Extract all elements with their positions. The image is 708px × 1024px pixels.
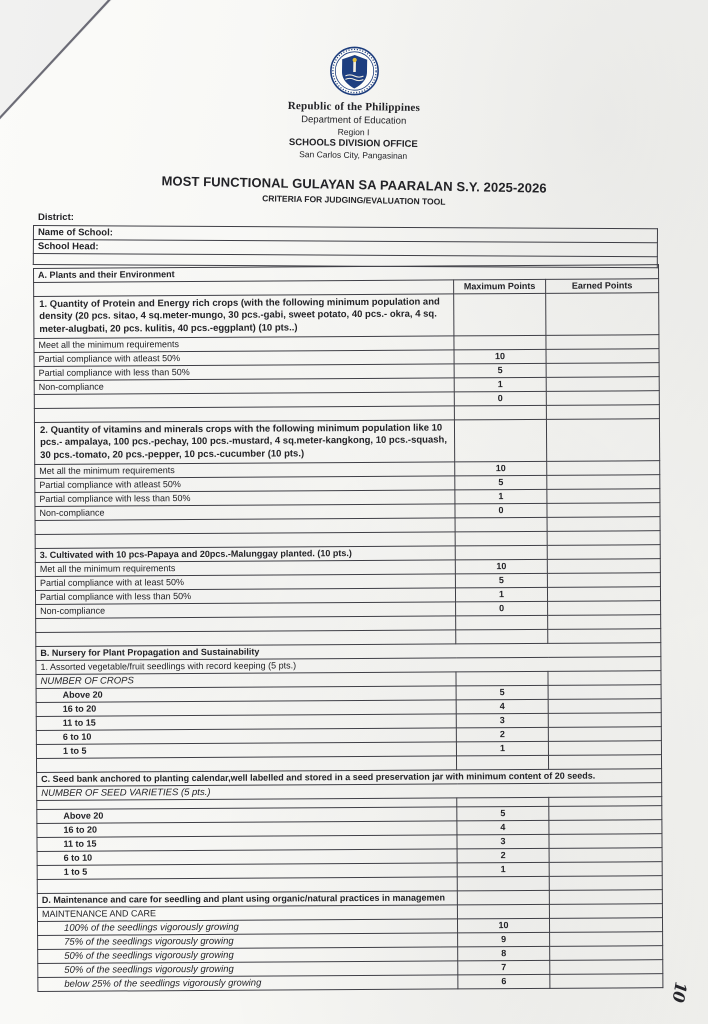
earned-points-cell (546, 363, 659, 378)
criteria-label-cell: B. Nursery for Plant Propagation and Sustainability (36, 643, 661, 661)
letterhead-republic: Republic of the Philippines (287, 99, 421, 115)
max-points-cell (454, 405, 546, 420)
document-title: MOST FUNCTIONAL GULAYAN SA PAARALAN S.Y. 2025-2026 (161, 173, 547, 196)
max-points-cell: 10 (457, 918, 549, 933)
max-points-cell: 6 (458, 974, 550, 989)
max-points-cell: 2 (457, 848, 549, 863)
earned-points-cell (548, 671, 661, 686)
school-info-table (33, 225, 658, 268)
criteria-label-cell: Partial compliance with at least 50% (35, 574, 455, 591)
letterhead-region: Region I (337, 126, 370, 138)
max-points-cell: 5 (457, 806, 549, 821)
criteria-label-cell: Partial compliance with less than 50% (34, 364, 454, 381)
criteria-label-cell: 1 to 5 (36, 742, 456, 759)
max-points-cell: 5 (455, 573, 547, 588)
criteria-label-cell: C. Seed bank anchored to planting calendar,well labelled and stored in a seed preservation jar with minimum content of 20 seeds. (37, 769, 662, 787)
earned-points-cell (550, 974, 663, 989)
earned-points-cell (548, 601, 661, 616)
criteria-label-cell: MAINTENANCE AND CARE (37, 905, 457, 922)
criteria-table (33, 264, 663, 992)
earned-points-cell (549, 848, 662, 863)
max-points-cell: 9 (458, 932, 550, 947)
criteria-label-cell: NUMBER OF SEED VARIETIES (5 pts.) (37, 783, 662, 801)
earned-points-cell (547, 587, 660, 602)
earned-points-cell (548, 713, 661, 728)
max-points-cell: 10 (455, 559, 547, 574)
criteria-label-cell: 1. Quantity of Protein and Energy rich crops (with the following minimum population and density (20 pcs. sitao, 4 sq.meter-mungo, 30 pcs.-gabi, sweet potato, 40 pcs.- okra, 4 sq. meter-alugbati, 20 pcs. kulitis, 40 pcs.-eggplant) (10 pts..) (34, 294, 454, 339)
earned-points-cell (548, 629, 661, 644)
earned-points-cell (546, 349, 659, 364)
earned-points-cell (550, 932, 663, 947)
max-points-cell: 3 (457, 834, 549, 849)
earned-points-cell (547, 475, 660, 490)
letterhead-city: San Carlos City, Pangasinan (299, 149, 408, 161)
earned-points-cell (548, 727, 661, 742)
criteria-label-cell: 16 to 20 (36, 700, 456, 717)
criteria-label-cell: Meet all the minimum requirements (34, 336, 454, 353)
criteria-label-cell: Met all the minimum requirements (35, 462, 455, 479)
max-points-cell: 0 (456, 601, 548, 616)
max-points-cell (455, 545, 547, 560)
criteria-label-cell: Met all the minimum requirements (35, 560, 455, 577)
earned-points-cell (547, 461, 660, 476)
criteria-label-cell: Partial compliance with atleast 50% (35, 476, 455, 493)
criteria-label-cell: NUMBER OF CROPS (36, 672, 456, 689)
earned-points-cell (548, 741, 661, 756)
criteria-label-cell: Above 20 (36, 686, 456, 703)
criteria-label-cell: 1. Assorted vegetable/fruit seedlings with record keeping (5 pts.) (36, 657, 661, 675)
criteria-label-cell: below 25% of the seedlings vigorously growing (38, 975, 458, 992)
max-points-cell: 0 (454, 391, 546, 406)
earned-points-cell (549, 806, 662, 821)
earned-points-cell (546, 335, 659, 350)
max-points-cell (457, 904, 549, 919)
max-points-cell: 1 (455, 587, 547, 602)
max-points-cell: 0 (455, 503, 547, 518)
criteria-label-cell: Partial compliance with atleast 50% (34, 350, 454, 367)
earned-points-cell (547, 503, 660, 518)
earned-points-cell (550, 946, 663, 961)
max-points-cell (454, 293, 546, 336)
max-points-cell (456, 755, 548, 770)
earned-points-cell (548, 699, 661, 714)
earned-points-cell (547, 545, 660, 560)
max-points-cell: 8 (458, 946, 550, 961)
earned-points-cell: Earned Points (546, 279, 659, 294)
earned-points-cell (546, 293, 659, 336)
table-row (38, 974, 663, 992)
earned-points-cell (549, 862, 662, 877)
max-points-cell: 5 (456, 685, 548, 700)
earned-points-cell (547, 573, 660, 588)
earned-points-cell (546, 405, 659, 420)
criteria-label-cell: 6 to 10 (37, 849, 457, 866)
max-points-cell (456, 671, 548, 686)
school-head-cell: School Head: (33, 240, 657, 257)
criteria-label-cell: 11 to 15 (36, 714, 456, 731)
max-points-cell (457, 890, 549, 905)
max-points-cell: 5 (454, 363, 546, 378)
max-points-cell (455, 517, 547, 532)
criteria-label-cell: Above 20 (37, 807, 457, 824)
criteria-label-cell: 75% of the seedlings vigorously growing (38, 933, 458, 950)
max-points-cell: 1 (454, 377, 546, 392)
earned-points-cell (549, 876, 662, 891)
handwritten-score-mark: 10 (668, 980, 691, 1003)
earned-points-cell (549, 918, 662, 933)
criteria-label-cell: Partial compliance with less than 50% (35, 490, 455, 507)
earned-points-cell (547, 517, 660, 532)
max-points-cell: 1 (456, 741, 548, 756)
earned-points-cell (549, 834, 662, 849)
criteria-label-cell: 16 to 20 (37, 821, 457, 838)
table-row (34, 419, 659, 465)
district-label: District: (38, 212, 74, 223)
earned-points-cell (547, 531, 660, 546)
max-points-cell (454, 419, 546, 462)
max-points-cell (456, 629, 548, 644)
max-points-cell: 2 (456, 727, 548, 742)
criteria-label-cell: 1 to 5 (37, 863, 457, 880)
letterhead-department: Department of Education (301, 114, 407, 127)
document-title-block (0, 170, 708, 212)
earned-points-cell (549, 904, 662, 919)
criteria-label-cell: 50% of the seedlings vigorously growing (38, 961, 458, 978)
criteria-table-body (34, 265, 663, 992)
document-subtitle: CRITERIA FOR JUDGING/EVALUATION TOOL (262, 193, 446, 207)
earned-points-cell (549, 820, 662, 835)
criteria-label-cell: Non-compliance (34, 378, 454, 395)
max-points-cell: 10 (455, 461, 547, 476)
earned-points-cell (548, 755, 661, 770)
clipped-text: D. Maintenance and care for seedling and plant using organic/natural practices in managemen (41, 892, 445, 906)
criteria-label-cell: Non-compliance (35, 504, 455, 521)
criteria-label-cell: 3. Cultivated with 10 pcs-Papaya and 20pcs.-Malunggay planted. (10 pts.) (35, 546, 455, 563)
earned-points-cell (549, 890, 662, 905)
criteria-label-cell: A. Plants and their Environment (34, 265, 659, 283)
earned-points-cell (546, 391, 659, 406)
name-of-school-cell: Name of School: (33, 226, 657, 243)
letterhead-division-office: SCHOOLS DIVISION OFFICE (288, 136, 418, 151)
criteria-label-cell: 11 to 15 (37, 835, 457, 852)
max-points-cell: 7 (458, 960, 550, 975)
criteria-label-cell: Partial compliance with less than 50% (35, 588, 455, 605)
max-points-cell (455, 531, 547, 546)
criteria-label-cell: 2. Quantity of vitamins and minerals crops with the following minimum population like 10 pcs.- ampalaya, 100 pcs.-pechay, 100 pcs.-mustard, 4 sq.meter-kangkong, 10 pcs.-squash, 30 pcs.-tomato, 20 pcs.-pepper, 10 pcs.-cucumber (10 pts.) (34, 420, 454, 465)
criteria-label-cell: 100% of the seedlings vigorously growing (37, 919, 457, 936)
earned-points-cell (550, 960, 663, 975)
earned-points-cell (548, 615, 661, 630)
letterhead (0, 40, 708, 165)
criteria-label-cell: Non-compliance (36, 602, 456, 619)
max-points-cell: 3 (456, 713, 548, 728)
max-points-cell: Maximum Points (454, 279, 546, 294)
max-points-cell (456, 615, 548, 630)
max-points-cell: 5 (455, 475, 547, 490)
earned-points-cell (547, 489, 660, 504)
table-row (34, 293, 659, 339)
max-points-cell: 4 (456, 699, 548, 714)
max-points-cell: 4 (457, 820, 549, 835)
earned-points-cell (547, 559, 660, 574)
criteria-label-cell: 50% of the seedlings vigorously growing (38, 947, 458, 964)
max-points-cell: 10 (454, 349, 546, 364)
earned-points-cell (546, 377, 659, 392)
max-points-cell (457, 876, 549, 891)
deped-seal-logo (329, 46, 380, 97)
criteria-label-cell: 6 to 10 (36, 728, 456, 745)
earned-points-cell (546, 419, 659, 462)
max-points-cell (454, 335, 546, 350)
earned-points-cell (548, 685, 661, 700)
max-points-cell: 1 (455, 489, 547, 504)
max-points-cell: 1 (457, 862, 549, 877)
